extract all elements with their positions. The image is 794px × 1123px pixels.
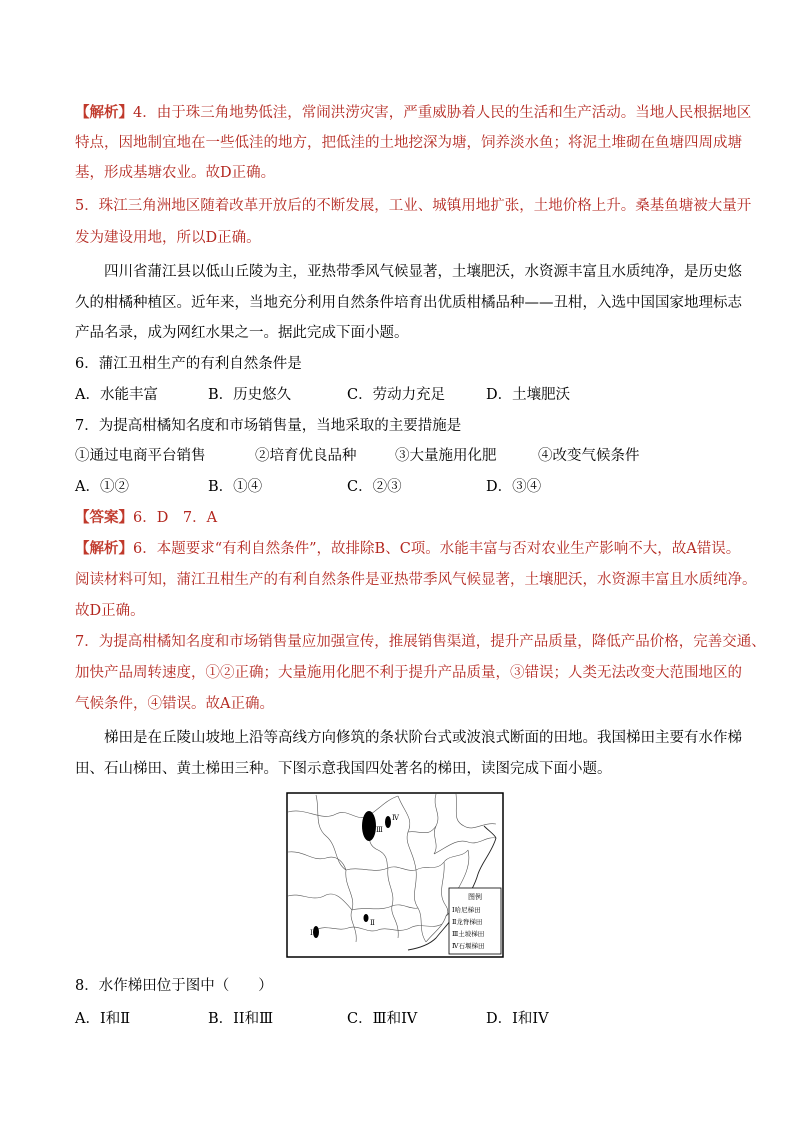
passage-text: 四川省蒲江县以低山丘陵为主，亚热带季风气候显著，土壤肥沃，水资源丰富且水质纯净，是历史悠 [104,264,742,280]
option-a: A．Ⅰ和Ⅱ [75,1011,131,1027]
answer-text: 6．D 7．A [133,510,218,526]
analysis-paragraph-1 [75,103,751,123]
option-d: D．③④ [486,479,542,495]
option-c: C．劳动力充足 [347,387,446,403]
legend-item: Ⅱ龙脊梯田 [452,918,483,926]
passage-text: 久的柑橘种植区。近年来，当地充分利用自然条件培育出优质柑橘品种——丑柑，入选中国国家地理标志 [75,295,742,311]
terrace-marker-ii [364,914,369,922]
analysis-tag: 【解析】 [75,540,133,557]
analysis-text: 故D正确。 [75,603,145,619]
legend-item: Ⅲ土坡梯田 [452,930,485,938]
passage-text: 梯田是在丘陵山坡地上沿等高线方向修筑的条状阶台式或波浪式断面的田地。我国梯田主要有水作梯 [104,730,742,746]
terrace-marker-i [313,926,319,938]
analysis-text: 气候条件，④错误。故A正确。 [75,696,274,712]
marker-label-iii: Ⅲ [376,826,383,834]
question-6-stem: 6．蒲江丑柑生产的有利自然条件是 [75,356,302,372]
option-d: D．土壤肥沃 [486,387,571,403]
passage-text: 田、石山梯田、黄土梯田三种。下图示意我国四处著名的梯田，读图完成下面小题。 [75,761,612,777]
legend-item: Ⅳ石堰梯田 [452,942,485,950]
marker-label-i: Ⅰ [310,929,313,937]
marker-label-iv: Ⅳ [392,814,399,822]
analysis-paragraph-2 [75,539,740,559]
terrace-map-figure [286,792,504,958]
option-b: B．历史悠久 [208,387,292,403]
option-c: C．②③ [347,479,402,495]
analysis-text: 阅读材料可知，蒲江丑柑生产的有利自然条件是亚热带季风气候显著，土壤肥沃，水资源丰富且水质纯净。 [75,572,757,588]
analysis-text: 加快产品周转速度，①②正确；大量施用化肥不利于提升产品质量，③错误；人类无法改变大范围地区的 [75,665,742,681]
statement-1: ①通过电商平台销售 [75,448,206,464]
terrace-marker-iv [385,816,391,828]
analysis-text: 7．为提高柑橘知名度和市场销售量应加强宣传，推展销售渠道，提升产品质量，降低产品价格，完善交通、 [75,634,766,650]
statement-3: ③大量施用化肥 [395,448,497,464]
option-b: B．①④ [208,479,263,495]
question-8-stem: 8．水作梯田位于图中（ ） [75,978,273,994]
option-d: D．Ⅰ和IV [486,1011,549,1027]
legend-item: Ⅰ哈尼梯田 [452,906,481,914]
answer-tag: 【答案】 [75,509,133,526]
analysis-text: 基，形成基塘农业。故D正确。 [75,165,276,181]
option-a: A．水能丰富 [75,387,158,403]
question-7-stem: 7．为提高柑橘知名度和市场销售量，当地采取的主要措施是 [75,418,462,434]
passage-text: 产品名录，成为网红水果之一。据此完成下面小题。 [75,325,409,341]
analysis-tag: 【解析】 [75,104,133,121]
analysis-text: 特点，因地制宜地在一些低洼的地方，把低洼的土地挖深为塘，饲养淡水鱼；将泥土堆砌在鱼塘四周成塘 [75,135,742,151]
option-a: A．①② [75,479,129,495]
analysis-text: 6．本题要求“有利自然条件”，故排除B、C项。水能丰富与否对农业生产影响不大，故A错误。 [133,541,741,557]
analysis-text: 5．珠江三角洲地区随着改革开放后的不断发展，工业、城镇用地扩张，土地价格上升。桑基鱼塘被大量开 [75,198,752,214]
terrace-marker-iii [362,811,376,841]
option-c: C．Ⅲ和IV [347,1011,418,1027]
analysis-text: 4．由于珠三角地势低洼，常闹洪涝灾害，严重威胁着人民的生活和生产活动。当地人民根据地区 [133,105,752,121]
legend-title: 图例 [468,893,482,901]
analysis-text: 发为建设用地，所以D正确。 [75,230,261,246]
statement-2: ②培育优良品种 [255,448,357,464]
marker-label-ii: Ⅱ [370,919,375,927]
option-b: B．II和Ⅲ [208,1011,274,1027]
answer-line [75,508,217,528]
statement-4: ④改变气候条件 [538,448,640,464]
